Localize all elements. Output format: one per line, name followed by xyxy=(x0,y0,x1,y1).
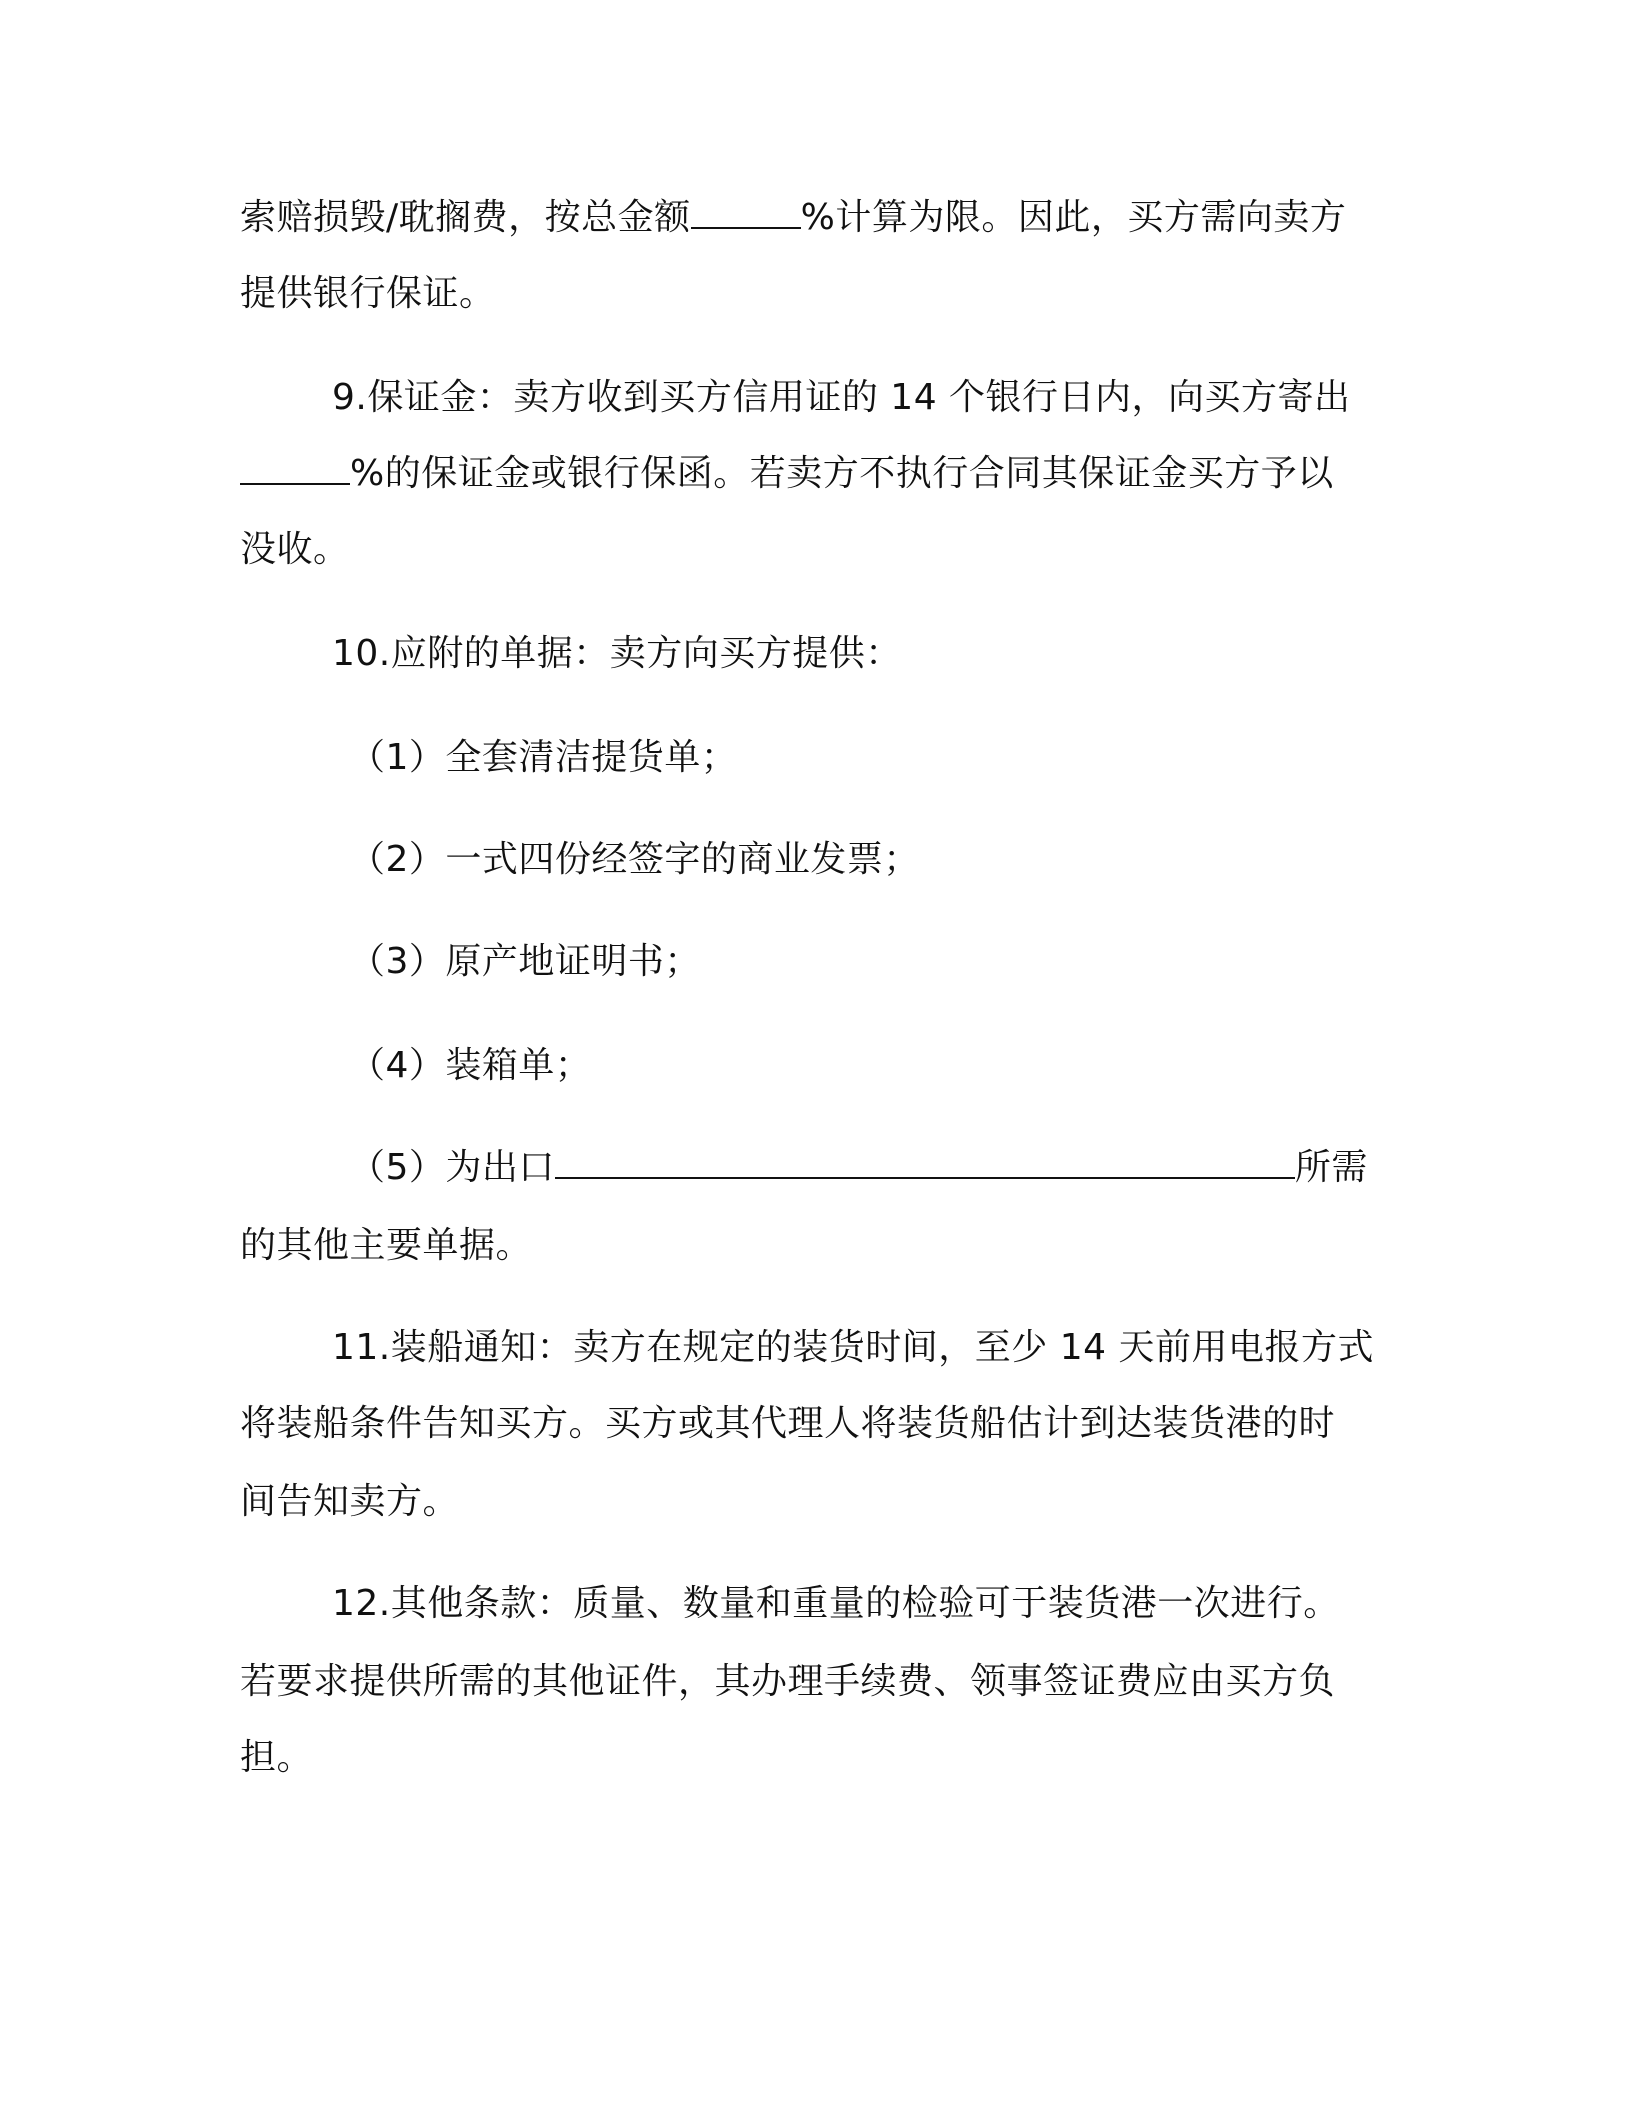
text-line: 间告知卖方。 xyxy=(240,1481,460,1522)
fill-blank xyxy=(240,449,350,485)
text-segment: 索赔损毁/耽搁费，按总金额 xyxy=(240,197,691,238)
clause-9-heading-line: 9.保证金：卖方收到买方信用证的 14 个银行日内，向买方寄出 xyxy=(332,377,1351,418)
clause-12-heading-line: 12.其他条款：质量、数量和重量的检验可于装货港一次进行。 xyxy=(332,1583,1340,1624)
fill-blank xyxy=(555,1143,1295,1179)
text-line: 担。 xyxy=(240,1737,314,1778)
text-segment: （5）为出口 xyxy=(349,1147,555,1188)
list-item: （4）装箱单； xyxy=(349,1045,592,1086)
text-line xyxy=(240,192,1400,244)
text-line xyxy=(240,448,1400,500)
text-line: 若要求提供所需的其他证件，其办理手续费、领事签证费应由买方负 xyxy=(240,1661,1336,1702)
text-line: 提供银行保证。 xyxy=(240,273,496,314)
clause-10-heading-line: 10.应附的单据：卖方向买方提供： xyxy=(332,633,902,674)
text-segment: 所需 xyxy=(1294,1147,1368,1188)
list-item: （3）原产地证明书； xyxy=(349,941,701,982)
list-item: （1）全套清洁提货单； xyxy=(349,737,738,778)
clause-11-heading-line: 11.装船通知：卖方在规定的装货时间，至少 14 天前用电报方式 xyxy=(332,1327,1374,1368)
text-line: 的其他主要单据。 xyxy=(240,1225,533,1266)
text-line: 将装船条件告知买方。买方或其代理人将装货船估计到达装货港的时 xyxy=(240,1403,1336,1444)
list-item: （2）一式四份经签字的商业发票； xyxy=(349,839,920,880)
text-segment: %计算为限。因此，买方需向卖方 xyxy=(800,197,1347,238)
list-item xyxy=(349,1142,1509,1194)
text-line: 没收。 xyxy=(240,529,350,570)
text-segment: %的保证金或银行保函。若卖方不执行合同其保证金买方予以 xyxy=(350,453,1334,494)
fill-blank xyxy=(691,193,801,229)
